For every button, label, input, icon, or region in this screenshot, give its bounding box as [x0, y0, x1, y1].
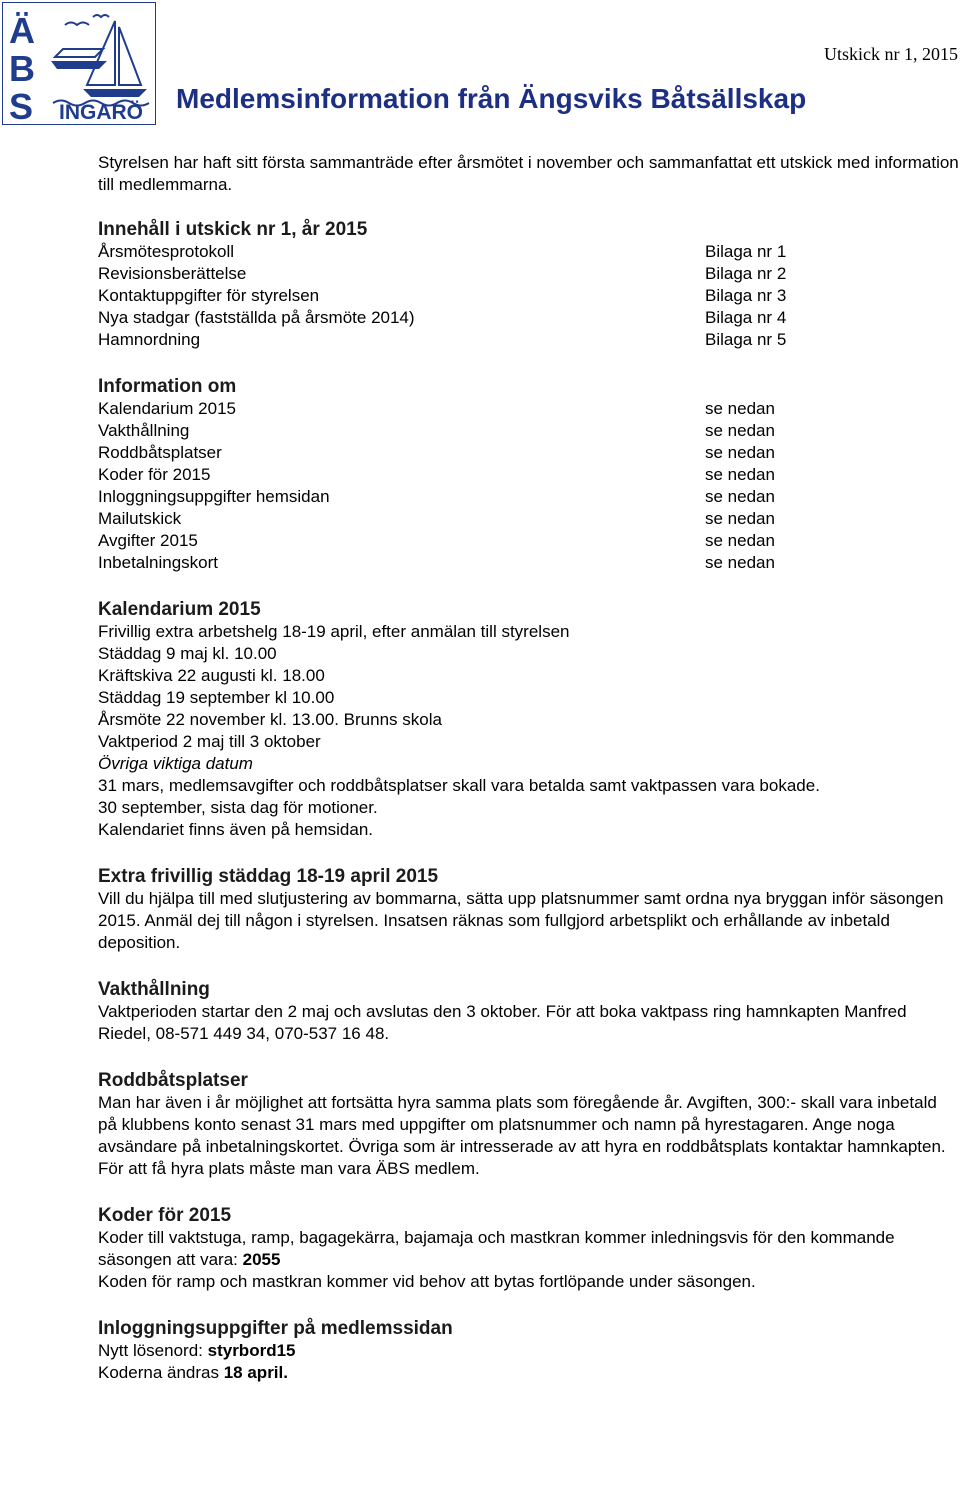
- page-title: Medlemsinformation från Ängsviks Båtsällskap: [176, 83, 807, 114]
- list-item: [98, 263, 960, 285]
- password-label: Nytt lösenord:: [98, 1341, 203, 1360]
- item-ref: Bilaga nr 4: [705, 308, 787, 327]
- item-ref: se nedan: [705, 531, 775, 550]
- codes-heading: Koder för 2015: [98, 1205, 232, 1226]
- logo-letter-s: S: [9, 86, 34, 123]
- code-change-date: 18 april.: [223, 1363, 288, 1382]
- item-ref: Bilaga nr 2: [705, 264, 787, 283]
- list-item: [98, 307, 960, 329]
- logo-place-name: INGARÖ: [59, 101, 143, 123]
- logo-letter-a: Ä: [9, 10, 35, 51]
- item-ref: se nedan: [705, 465, 775, 484]
- season-code: 2055: [242, 1250, 281, 1269]
- intro-text: Styrelsen har haft sitt första sammanträde efter årsmötet i november och sammanfattat ett utskick med information till medlemmarna.: [98, 153, 959, 194]
- item-ref: se nedan: [705, 553, 775, 572]
- list-item: [98, 486, 960, 508]
- item-ref: se nedan: [705, 487, 775, 506]
- item-label: Avgifter 2015: [98, 531, 198, 550]
- rowboat-heading: Roddbåtsplatser: [98, 1070, 248, 1091]
- contents-heading: Innehåll i utskick nr 1, år 2015: [98, 219, 368, 240]
- calendar-events: [98, 621, 960, 731]
- list-item: [98, 398, 960, 420]
- list-item: [98, 530, 960, 552]
- other-date: 30 september, sista dag för motioner.: [98, 798, 378, 817]
- club-logo: [2, 2, 156, 125]
- item-label: Hamnordning: [98, 330, 201, 349]
- item-label: Inbetalningskort: [98, 553, 219, 572]
- list-item: [98, 420, 960, 442]
- list-item: [98, 442, 960, 464]
- extra-cleaning-heading: Extra frivillig städdag 18-19 april 2015: [98, 866, 439, 887]
- issue-label: Utskick nr 1, 2015: [824, 44, 958, 64]
- codes-intro: Koder till vaktstuga, ramp, bagagekärra, bajamaja och mastkran kommer inledningsvis för den kommande säsongen att vara:: [98, 1228, 895, 1269]
- item-ref: Bilaga nr 5: [705, 330, 787, 349]
- info-heading: Information om: [98, 376, 237, 397]
- item-ref: se nedan: [705, 421, 775, 440]
- rowboat-membership-note: För att få hyra plats måste man vara ÄBS medlem.: [98, 1159, 480, 1178]
- calendar-event: Kräftskiva 22 augusti kl. 18.00: [98, 666, 325, 685]
- extra-cleaning-text: Vill du hjälpa till med slutjustering av bommarna, sätta upp platsnummer samt ordna nya bryggan inför säsongen 2015. Anmäl dej till någon i styrelsen. Insatsen räknas som fullgjord arbetsplikt och erhållande av inbetald deposition.: [98, 889, 944, 952]
- calendar-heading: Kalendarium 2015: [98, 599, 261, 620]
- calendar-event: Städdag 9 maj kl. 10.00: [98, 644, 277, 663]
- list-item: [98, 552, 960, 574]
- list-item: [98, 241, 960, 263]
- info-list: [98, 398, 960, 574]
- item-label: Koder för 2015: [98, 465, 211, 484]
- password-line: [98, 1340, 960, 1362]
- watch-period: Vaktperiod 2 maj till 3 oktober: [98, 732, 321, 751]
- calendar-note: Kalendariet finns även på hemsidan.: [98, 820, 374, 839]
- logo-letter-b: B: [9, 48, 35, 89]
- item-label: Roddbåtsplatser: [98, 443, 222, 462]
- list-item: [98, 508, 960, 530]
- codes-change-note: Koden för ramp och mastkran kommer vid behov att bytas fortlöpande under säsongen.: [98, 1272, 756, 1291]
- login-heading: Inloggningsuppgifter på medlemssidan: [98, 1318, 453, 1339]
- watch-text: Vaktperioden startar den 2 maj och avslutas den 3 oktober. För att boka vaktpass ring hamnkapten Manfred Riedel, 08-571 449 34, 070-537 16 48.: [98, 1002, 907, 1043]
- code-change-line: [98, 1362, 960, 1384]
- code-change-text: Koderna ändras: [98, 1363, 219, 1382]
- item-label: Årsmötesprotokoll: [98, 242, 235, 261]
- item-label: Nya stadgar (fastställda på årsmöte 2014): [98, 308, 415, 327]
- rowboat-text: Man har även i år möjlighet att fortsätta hyra samma plats som föregående år. Avgiften, 300:- skall vara inbetald på klubbens konto senast 31 mars med uppgifter om platsnummer och namn på hyrestagaren. Ange noga avsändare på inbetalningskortet. Övriga som är intresserade av att hyra en roddbåtsplats kontaktar hamnkapten.: [98, 1093, 946, 1156]
- calendar-event: Frivillig extra arbetshelg 18-19 april, efter anmälan till styrelsen: [98, 622, 570, 641]
- password-value: styrbord15: [207, 1341, 296, 1360]
- contents-list: [98, 241, 960, 351]
- item-ref: Bilaga nr 1: [705, 242, 787, 261]
- item-label: Inloggningsuppgifter hemsidan: [98, 487, 330, 506]
- item-label: Kontaktuppgifter för styrelsen: [98, 286, 320, 305]
- list-item: [98, 464, 960, 486]
- item-ref: se nedan: [705, 509, 775, 528]
- item-ref: Bilaga nr 3: [705, 286, 787, 305]
- calendar-event: Årsmöte 22 november kl. 13.00. Brunns skola: [98, 710, 442, 729]
- item-label: Revisionsberättelse: [98, 264, 247, 283]
- item-label: Vakthållning: [98, 421, 190, 440]
- item-label: Mailutskick: [98, 509, 182, 528]
- other-dates-heading: Övriga viktiga datum: [98, 754, 253, 773]
- other-date: 31 mars, medlemsavgifter och roddbåtsplatser skall vara betalda samt vaktpassen vara bokade.: [98, 776, 820, 795]
- list-item: [98, 329, 960, 351]
- item-label: Kalendarium 2015: [98, 399, 236, 418]
- item-ref: se nedan: [705, 443, 775, 462]
- document-body: [98, 152, 960, 1384]
- codes-text: [98, 1227, 960, 1271]
- watch-heading: Vakthållning: [98, 979, 210, 1000]
- calendar-event: Städdag 19 september kl 10.00: [98, 688, 335, 707]
- list-item: [98, 285, 960, 307]
- item-ref: se nedan: [705, 399, 775, 418]
